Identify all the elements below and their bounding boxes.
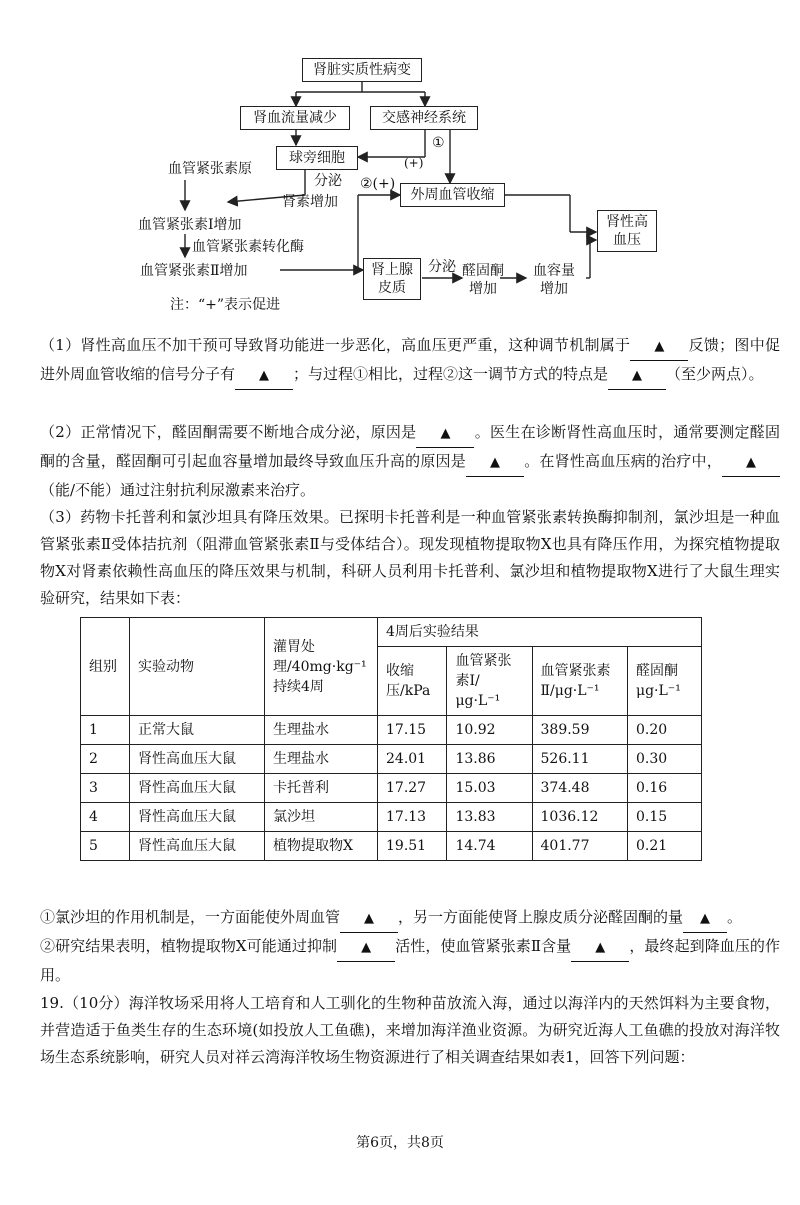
cell-animal: 正常大鼠 — [130, 716, 265, 745]
box-sympathetic: 交感神经系统 — [370, 106, 478, 130]
question-19: 19.（10分）海洋牧场采用将人工培育和人工驯化的生物种苗放流入海，通过以海洋内的天然饵料为主要食物，并营造适于鱼类生存的生态环境(如投放人工鱼礁)，来增加海洋渔业资源。为研究近海人工鱼礁的投放对海洋牧场生态系统影响，研究人员对祥云湾海洋牧场生物资源进行了相关调查结果如表1，回答下列问题： — [40, 994, 780, 1066]
diagram-note: 注：“+”表示促进 — [170, 297, 281, 313]
answer-blank[interactable]: ▲ — [571, 934, 629, 962]
cell-ang2: 374.48 — [532, 774, 628, 803]
table-row — [81, 803, 702, 832]
flow-diagram — [0, 0, 800, 325]
question-3-intro: （3）药物卡托普利和氯沙坦具有降压效果。已探明卡托普利是一种血管紧张素转换酶抑制剂，氯沙坦是一种血管紧张素Ⅱ受体拮抗剂（阻滞血管紧张素Ⅱ与受体结合）。现发现植物提取物X也具有降压作用，为探究植物提取物X对肾素依赖性高血压的降压效果与机制，科研人员利用卡托普利、氯沙坦和植物提取物X进行了大鼠生理实验研究，结果如下表： — [40, 508, 780, 607]
label-ang2: 血管紧张素Ⅱ增加 — [140, 263, 248, 279]
cell-systolic: 17.27 — [378, 774, 447, 803]
q3-2-text-c: ，最终起到降血压的作用。 — [40, 937, 780, 984]
q3-2-text-b: 活性，使血管紧张素Ⅱ含量 — [395, 937, 572, 955]
page-footer: 第6页，共8页 — [356, 1135, 444, 1151]
th-ang1: 血管紧张素Ⅰ/μg·L⁻¹ — [447, 647, 532, 716]
th-systolic: 收缩压/kPa — [378, 647, 447, 716]
box-renal-flow: 肾血流量减少 — [240, 106, 350, 130]
box-kidney-disease: 肾脏实质性病变 — [302, 58, 422, 82]
label-ang1: 血管紧张素Ⅰ增加 — [138, 217, 242, 233]
cell-group: 4 — [81, 803, 130, 832]
cell-systolic: 17.15 — [378, 716, 447, 745]
cell-treatment: 生理盐水 — [265, 716, 378, 745]
cell-aldo: 0.21 — [628, 832, 702, 861]
cell-treatment: 生理盐水 — [265, 745, 378, 774]
answer-blank[interactable]: ▲ — [337, 934, 395, 962]
label-secrete-2: 分泌 — [428, 259, 456, 275]
th-group: 组别 — [81, 618, 130, 716]
box-jga: 球旁细胞 — [276, 146, 358, 170]
cell-systolic: 24.01 — [378, 745, 447, 774]
cell-aldo: 0.15 — [628, 803, 702, 832]
question-3-1 — [40, 904, 780, 933]
th-aldo: 醛固酮μg·L⁻¹ — [628, 647, 702, 716]
question-3-2 — [40, 933, 780, 989]
answer-blank[interactable]: ▲ — [630, 333, 688, 361]
q3-1-text-a: ①氯沙坦的作用机制是，一方面能使外周血管 — [40, 908, 341, 926]
th-ang2: 血管紧张素Ⅱ/μg·L⁻¹ — [532, 647, 628, 716]
q1-text-a: （1）肾性高血压不加干预可导致肾功能进一步恶化，高血压更严重，这种调节机制属于 — [40, 336, 631, 354]
answer-blank[interactable]: ▲ — [608, 362, 666, 390]
box-renal-hypertension: 肾性高血压 — [597, 210, 657, 252]
cell-ang1: 13.83 — [447, 803, 532, 832]
q1-text-b: 反馈；图中促进外周血管收缩的信号分子有 — [40, 336, 780, 383]
results-table — [80, 617, 702, 861]
cell-ang2: 1036.12 — [532, 803, 628, 832]
th-result: 4周后实验结果 — [378, 618, 702, 647]
answer-blank[interactable]: ▲ — [340, 905, 398, 933]
label-circle-2-plus: ②(+) — [360, 176, 396, 192]
q2-text-d: （能/不能）通过注射抗利尿激素来治疗。 — [40, 481, 316, 499]
cell-aldo: 0.16 — [628, 774, 702, 803]
q3-2-text-a: ②研究结果表明，植物提取物X可能通过抑制 — [40, 937, 338, 955]
cell-animal: 肾性高血压大鼠 — [130, 745, 265, 774]
cell-treatment: 植物提取物X — [265, 832, 378, 861]
table-row — [81, 774, 702, 803]
cell-systolic: 19.51 — [378, 832, 447, 861]
label-renin: 肾素增加 — [282, 194, 338, 210]
q1-text-c: ；与过程①相比，过程②这一调节方式的特点是 — [293, 365, 609, 383]
cell-group: 5 — [81, 832, 130, 861]
cell-ang1: 15.03 — [447, 774, 532, 803]
th-animal: 实验动物 — [130, 618, 265, 716]
label-circle-1: ① — [432, 135, 445, 151]
answer-blank[interactable]: ▲ — [683, 905, 727, 933]
th-treatment: 灌胃处理/40mg·kg⁻¹持续4周 — [265, 618, 378, 716]
label-aldosterone: 醛固酮增加 — [462, 263, 504, 297]
cell-systolic: 17.13 — [378, 803, 447, 832]
table-row — [81, 832, 702, 861]
cell-animal: 肾性高血压大鼠 — [130, 803, 265, 832]
table-row — [81, 745, 702, 774]
cell-ang2: 526.11 — [532, 745, 628, 774]
cell-group: 3 — [81, 774, 130, 803]
answer-blank[interactable]: ▲ — [416, 420, 474, 448]
cell-ang2: 401.77 — [532, 832, 628, 861]
q3-1-text-b: ，另一方面能使肾上腺皮质分泌醛固酮的量 — [398, 908, 684, 926]
cell-ang2: 389.59 — [532, 716, 628, 745]
label-blood-volume: 血容量增加 — [533, 263, 575, 297]
q2-text-b: 。医生在诊断肾性高血压时，通常要测定醛固酮的含量，醛固酮可引起血容量增加最终导致血压升高的原因是 — [40, 423, 780, 470]
cell-aldo: 0.30 — [628, 745, 702, 774]
cell-animal: 肾性高血压大鼠 — [130, 774, 265, 803]
answer-blank[interactable]: ▲ — [466, 449, 524, 477]
cell-ang1: 14.74 — [447, 832, 532, 861]
q3-1-text-c: 。 — [727, 908, 743, 926]
cell-group: 2 — [81, 745, 130, 774]
label-angiotensinogen: 血管紧张素原 — [168, 161, 252, 177]
box-vasoconstriction: 外周血管收缩 — [400, 183, 505, 207]
q1-text-d: （至少两点）。 — [666, 365, 764, 383]
cell-treatment: 氯沙坦 — [265, 803, 378, 832]
table-row — [81, 716, 702, 745]
label-plus-a: (+) — [404, 156, 424, 170]
cell-animal: 肾性高血压大鼠 — [130, 832, 265, 861]
answer-blank[interactable]: ▲ — [722, 449, 780, 477]
cell-group: 1 — [81, 716, 130, 745]
cell-ang1: 10.92 — [447, 716, 532, 745]
question-2 — [40, 419, 780, 504]
question-1 — [40, 332, 780, 390]
q2-text-c: 。在肾性高血压病的治疗中， — [523, 452, 722, 470]
cell-ang1: 13.86 — [447, 745, 532, 774]
label-ace: 血管紧张素转化酶 — [192, 239, 304, 255]
cell-treatment: 卡托普利 — [265, 774, 378, 803]
label-secrete-1: 分泌 — [314, 173, 342, 189]
q2-text-a: （2）正常情况下，醛固酮需要不断地合成分泌，原因是 — [40, 423, 417, 441]
box-adrenal: 肾上腺皮质 — [363, 258, 421, 300]
cell-aldo: 0.20 — [628, 716, 702, 745]
answer-blank[interactable]: ▲ — [235, 362, 293, 390]
